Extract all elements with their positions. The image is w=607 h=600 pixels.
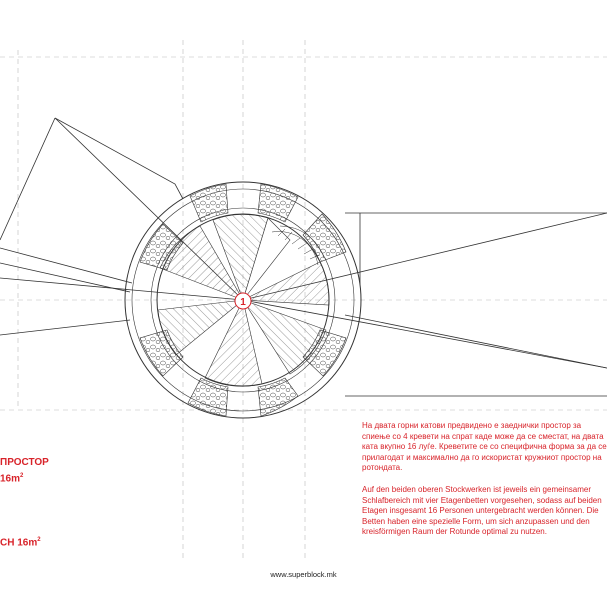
description-macedonian: На двата горни катови предвидено е заеднички простор за спиење со 4 кревети на спрат каде може да се сместат, на двата ката вкупно 16 луѓе. Креветите се со специфична форма за да се прилагодат и максимално да го искористат кружниот простор на ротондата.	[362, 421, 607, 473]
description-german: Auf den beiden oberen Stockwerken ist jeweils ein gemeinsamer Schlafbereich mit vier Etagenbetten vorgesehen, sodass auf beiden Etagen insgesamt 16 Personen untergebracht werden können. Die Betten haben eine spezielle Form, um sich anzupassen und den kreisförmigen Raum der Rotunde optimal zu nutzen.	[362, 484, 602, 537]
left-area-label-1	[0, 470, 23, 485]
left-space-word: ПРОСТОР	[0, 457, 49, 468]
left-bottom-value: CH 16m	[0, 537, 38, 549]
left-bottom-sup: 2	[37, 537, 41, 543]
room-number: 1	[240, 297, 246, 308]
left-area-value: 16m	[0, 473, 21, 485]
left-space-label	[0, 457, 49, 469]
left-area-sup: 2	[20, 473, 24, 479]
footer-url[interactable]: www.superblock.mk	[270, 570, 337, 579]
left-roof-outline	[0, 118, 243, 335]
left-area-label-2	[0, 534, 41, 549]
description-block	[362, 421, 607, 538]
